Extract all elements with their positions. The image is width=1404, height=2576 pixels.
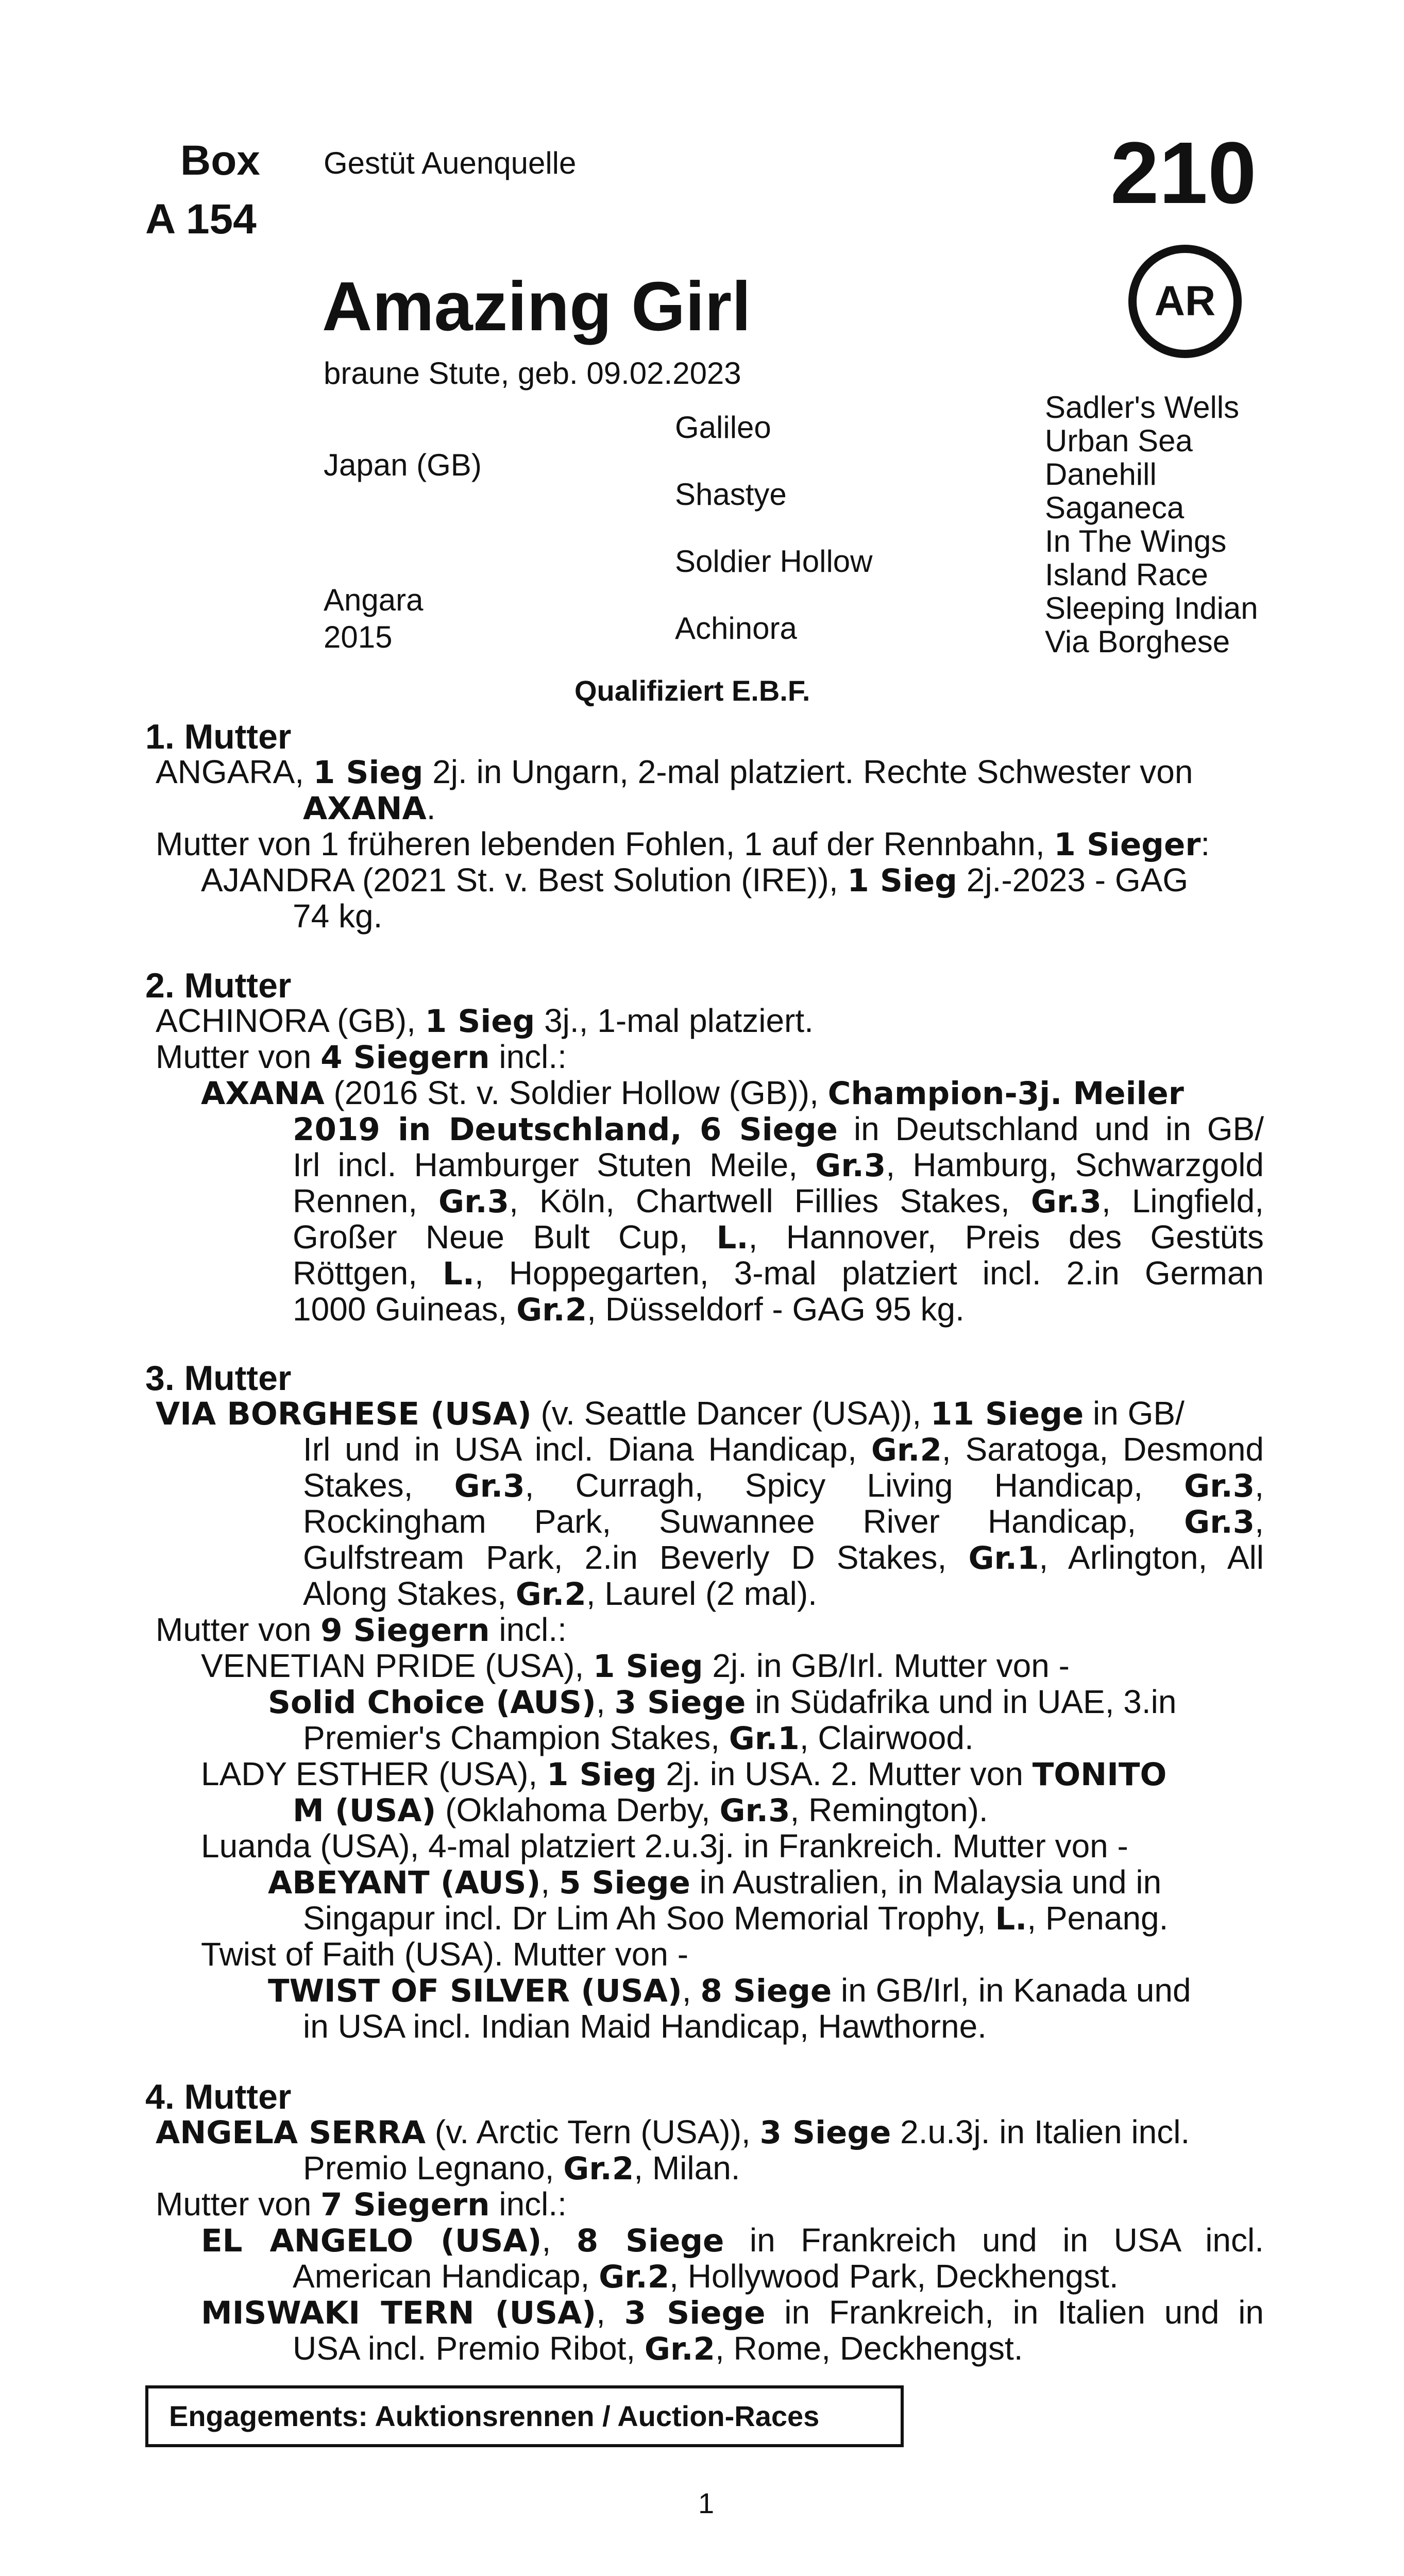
pedigree-ancestor: Sadler's Wells bbox=[1045, 390, 1240, 425]
pedigree-ancestor: Via Borghese bbox=[1045, 624, 1230, 659]
text-line: Singapur incl. Dr Lim Ah Soo Memorial Trophy, L., Penang. bbox=[303, 1900, 1169, 1937]
text-line: Twist of Faith (USA). Mutter von - bbox=[201, 1936, 688, 1973]
text-line: Mutter von 4 Siegern incl.: bbox=[156, 1038, 567, 1076]
text-line: VENETIAN PRIDE (USA), 1 Sieg 2j. in GB/Irl. Mutter von - bbox=[201, 1647, 1070, 1685]
text-line: Irl incl. Hamburger Stuten Meile, Gr.3, Hamburg, Schwarzgold bbox=[293, 1146, 1264, 1184]
text-line: Mutter von 1 früheren lebenden Fohlen, 1 auf der Rennbahn, 1 Sieger: bbox=[156, 825, 1210, 863]
text-line: AJANDRA (2021 St. v. Best Solution (IRE)), 1 Sieg 2j.-2023 - GAG bbox=[201, 861, 1189, 899]
pedigree-ancestor: Sleeping Indian bbox=[1045, 591, 1258, 625]
ar-badge-label: AR bbox=[1154, 278, 1216, 325]
text-line: Premier's Champion Stakes, Gr.1, Clairwood. bbox=[303, 1719, 974, 1757]
text-line: Mutter von 9 Siegern incl.: bbox=[156, 1611, 567, 1649]
text-line: Luanda (USA), 4-mal platziert 2.u.3j. in Frankreich. Mutter von - bbox=[201, 1827, 1128, 1865]
text-line: 74 kg. bbox=[293, 897, 383, 935]
lot-number: 210 bbox=[1110, 124, 1257, 222]
text-line: M (USA) (Oklahoma Derby, Gr.3, Remington). bbox=[293, 1791, 988, 1829]
pedigree-ancestor: In The Wings bbox=[1045, 524, 1227, 558]
breeder: Gestüt Auenquelle bbox=[324, 146, 577, 180]
text-line: EL ANGELO (USA), 8 Siege in Frankreich und in USA incl. bbox=[201, 2222, 1264, 2259]
text-line: AXANA. bbox=[303, 789, 436, 827]
text-line: 1000 Guineas, Gr.2, Düsseldorf - GAG 95 kg. bbox=[293, 1291, 965, 1328]
text-line: ANGELA SERRA (v. Arctic Tern (USA)), 3 Siege 2.u.3j. in Italien incl. bbox=[156, 2113, 1190, 2151]
ar-badge bbox=[1128, 245, 1242, 358]
box-label: Box bbox=[180, 137, 260, 184]
engagements-box bbox=[145, 2385, 904, 2447]
text-line: TWIST OF SILVER (USA), 8 Siege in GB/Irl, in Kanada und bbox=[268, 1972, 1191, 2009]
text-line: AXANA (2016 St. v. Soldier Hollow (GB)), Champion-3j. Meiler bbox=[201, 1074, 1184, 1112]
text-line: USA incl. Premio Ribot, Gr.2, Rome, Deckhengst. bbox=[293, 2330, 1023, 2367]
text-line: 2019 in Deutschland, 6 Siege in Deutschland und in GB/ bbox=[293, 1110, 1264, 1148]
text-line: Along Stakes, Gr.2, Laurel (2 mal). bbox=[303, 1575, 817, 1613]
text-line: ABEYANT (AUS), 5 Siege in Australien, in Malaysia und in bbox=[268, 1863, 1162, 1901]
horse-description: braune Stute, geb. 09.02.2023 bbox=[324, 356, 741, 391]
section-heading: 4. Mutter bbox=[145, 2077, 292, 2116]
text-line: LADY ESTHER (USA), 1 Sieg 2j. in USA. 2. Mutter von TONITO bbox=[201, 1755, 1167, 1793]
pedigree-ancestor: Urban Sea bbox=[1045, 423, 1193, 458]
pedigree-ancestor: Danehill bbox=[1045, 457, 1157, 492]
engagements-text: Engagements: Auktionsrennen / Auction-Races bbox=[169, 2400, 820, 2432]
text-line: Rockingham Park, Suwannee River Handicap, Gr.3, bbox=[303, 1503, 1264, 1540]
section-heading: 2. Mutter bbox=[145, 966, 292, 1005]
qualification: Qualifiziert E.B.F. bbox=[574, 674, 810, 707]
text-line: ACHINORA (GB), 1 Sieg 3j., 1-mal platziert. bbox=[156, 1002, 814, 1040]
pedigree-dam-year: 2015 bbox=[324, 620, 393, 654]
text-line: American Handicap, Gr.2, Hollywood Park, Deckhengst. bbox=[293, 2258, 1119, 2295]
pedigree-sire-sire: Galileo bbox=[675, 410, 771, 445]
text-line: in USA incl. Indian Maid Handicap, Hawthorne. bbox=[303, 2008, 987, 2045]
text-line: Gulfstream Park, 2.in Beverly D Stakes, Gr.1, Arlington, All bbox=[303, 1539, 1264, 1577]
text-line: Irl und in USA incl. Diana Handicap, Gr.2, Saratoga, Desmond bbox=[303, 1431, 1264, 1468]
text-line: Solid Choice (AUS), 3 Siege in Südafrika und in UAE, 3.in bbox=[268, 1683, 1177, 1721]
page-number: 1 bbox=[698, 2487, 715, 2519]
section-heading: 3. Mutter bbox=[145, 1359, 292, 1398]
pedigree-dam-dam: Achinora bbox=[675, 611, 797, 646]
text-line: VIA BORGHESE (USA) (v. Seattle Dancer (USA)), 11 Siege in GB/ bbox=[156, 1395, 1185, 1432]
pedigree-sire-dam: Shastye bbox=[675, 477, 787, 512]
text-line: Stakes, Gr.3, Curragh, Spicy Living Handicap, Gr.3, bbox=[303, 1467, 1264, 1504]
text-line: Premio Legnano, Gr.2, Milan. bbox=[303, 2149, 740, 2187]
pedigree-ancestor: Island Race bbox=[1045, 557, 1208, 592]
text-line: Mutter von 7 Siegern incl.: bbox=[156, 2185, 567, 2223]
pedigree-dam-sire: Soldier Hollow bbox=[675, 544, 873, 579]
text-line: Großer Neue Bult Cup, L., Hannover, Preis des Gestüts bbox=[293, 1218, 1264, 1256]
pedigree-sire: Japan (GB) bbox=[324, 448, 482, 482]
pedigree-dam: Angara bbox=[324, 583, 424, 617]
pedigree-ancestor: Saganeca bbox=[1045, 490, 1185, 525]
text-line: ANGARA, 1 Sieg 2j. in Ungarn, 2-mal platziert. Rechte Schwester von bbox=[156, 753, 1193, 791]
section-heading: 1. Mutter bbox=[145, 717, 292, 756]
text-line: MISWAKI TERN (USA), 3 Siege in Frankreich, in Italien und in bbox=[201, 2294, 1264, 2331]
horse-name: Amazing Girl bbox=[322, 267, 751, 345]
pedigree-third-generation bbox=[1045, 391, 1258, 658]
box-number: A 154 bbox=[145, 196, 257, 243]
text-line: Röttgen, L., Hoppegarten, 3-mal platziert incl. 2.in German bbox=[293, 1255, 1264, 1292]
text-line: Rennen, Gr.3, Köln, Chartwell Fillies Stakes, Gr.3, Lingfield, bbox=[293, 1182, 1264, 1220]
